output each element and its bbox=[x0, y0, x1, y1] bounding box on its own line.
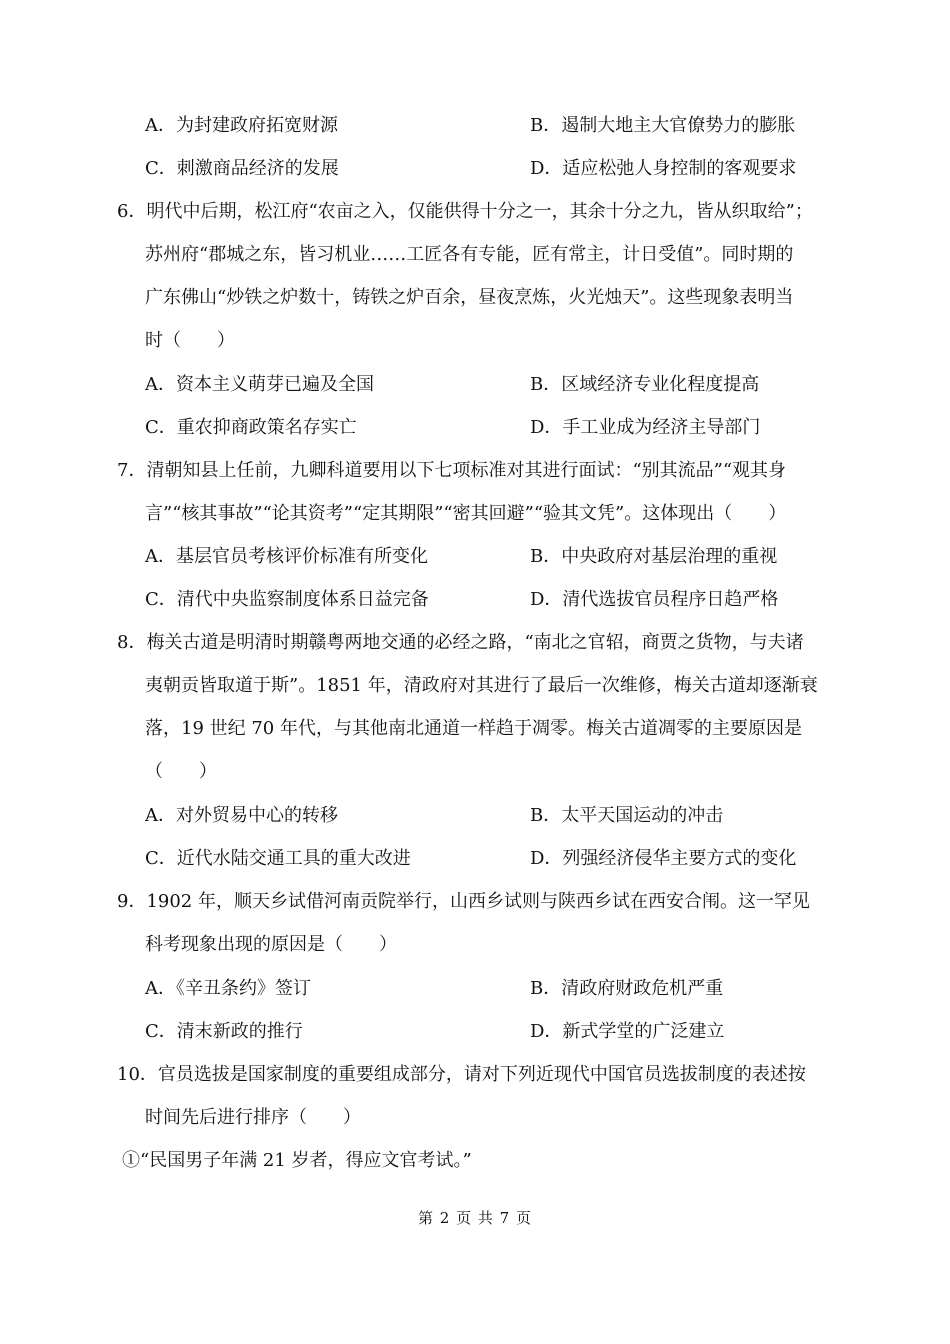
q6-option-c: C．重农抑商政策名存实亡 bbox=[145, 417, 357, 438]
q7-option-d: D．清代选拔官员程序日趋严格 bbox=[530, 589, 779, 610]
q7-option-b: B．中央政府对基层治理的重视 bbox=[530, 546, 778, 567]
q10-stem-line1: 10．官员选拔是国家制度的重要组成部分，请对下列近现代中国官员选拔制度的表述按 bbox=[117, 1064, 806, 1085]
q6-stem-line1: 6．明代中后期，松江府“农亩之入，仅能供得十分之一，其余十分之九，皆从织取给”； bbox=[117, 201, 813, 222]
q7-stem-line2: 言”“核其事故”“论其资考”“定其期限”“密其回避”“验其文凭”。这体现出（ ） bbox=[145, 503, 787, 524]
q6-option-a: A．资本主义萌芽已遍及全国 bbox=[145, 374, 374, 395]
q8-stem-line4: （ ） bbox=[145, 761, 217, 782]
q6-option-d: D．手工业成为经济主导部门 bbox=[530, 417, 761, 438]
q5-option-a: A．为封建政府拓宽财源 bbox=[145, 115, 338, 136]
q8-option-c: C．近代水陆交通工具的重大改进 bbox=[145, 848, 411, 869]
q6-stem-line4: 时（ ） bbox=[145, 330, 235, 351]
q8-option-d: D．列强经济侵华主要方式的变化 bbox=[530, 848, 797, 869]
q6-stem-line3: 广东佛山“炒铁之炉数十，铸铁之炉百余，昼夜烹炼，火光烛天”。这些现象表明当 bbox=[145, 287, 794, 308]
q5-option-b: B．遏制大地主大官僚势力的膨胀 bbox=[530, 115, 796, 136]
q9-option-d: D．新式学堂的广泛建立 bbox=[530, 1021, 725, 1042]
page-footer: 第 2 页 共 7 页 bbox=[418, 1209, 532, 1227]
q7-option-a: A．基层官员考核评价标准有所变化 bbox=[145, 546, 428, 567]
q6-option-b: B．区域经济专业化程度提高 bbox=[530, 374, 760, 395]
q9-option-b: B．清政府财政危机严重 bbox=[530, 978, 724, 999]
q7-option-c: C．清代中央监察制度体系日益完备 bbox=[145, 589, 429, 610]
q8-stem-line2: 夷朝贡皆取道于斯”。1851 年，清政府对其进行了最后一次维修，梅关古道却逐渐衰 bbox=[145, 675, 818, 696]
q8-stem-line3: 落，19 世纪 70 年代，与其他南北通道一样趋于凋零。梅关古道凋零的主要原因是 bbox=[145, 718, 802, 739]
q5-option-d: D．适应松弛人身控制的客观要求 bbox=[530, 158, 797, 179]
q8-stem-line1: 8．梅关古道是明清时期赣粤两地交通的必经之路，“南北之官轺，商贾之货物，与夫诸 bbox=[117, 632, 804, 653]
q9-option-c: C．清末新政的推行 bbox=[145, 1021, 303, 1042]
q6-stem-line2: 苏州府“郡城之东，皆习机业……工匠各有专能，匠有常主，计日受值”。同时期的 bbox=[145, 244, 794, 265]
q9-stem-line2: 科考现象出现的原因是（ ） bbox=[145, 934, 397, 955]
q5-option-c: C．刺激商品经济的发展 bbox=[145, 158, 339, 179]
q7-stem-line1: 7．清朝知县上任前，九卿科道要用以下七项标准对其进行面试：“别其流品”“观其身 bbox=[117, 460, 787, 481]
q8-option-b: B．太平天国运动的冲击 bbox=[530, 805, 724, 826]
q10-stem-line2: 时间先后进行排序（ ） bbox=[145, 1107, 361, 1128]
q9-option-a: A．《辛丑条约》签订 bbox=[145, 978, 311, 999]
q8-option-a: A．对外贸易中心的转移 bbox=[145, 805, 338, 826]
q10-item-1: ①“民国男子年满 21 岁者，得应文官考试。” bbox=[122, 1150, 472, 1171]
q9-stem-line1: 9．1902 年，顺天乡试借河南贡院举行，山西乡试则与陕西乡试在西安合闱。这一罕见 bbox=[117, 891, 810, 912]
